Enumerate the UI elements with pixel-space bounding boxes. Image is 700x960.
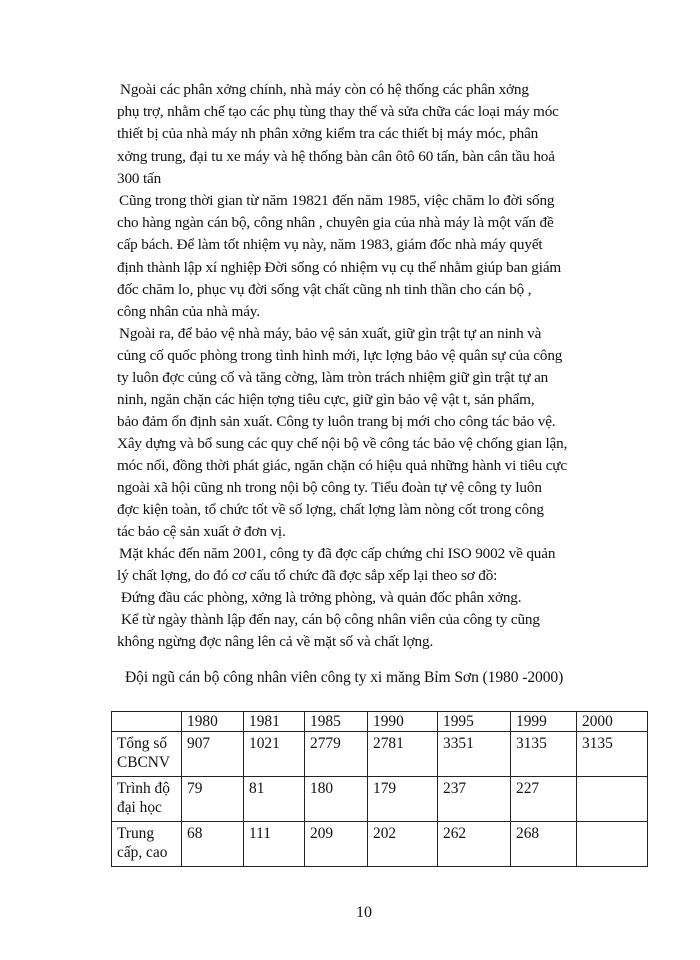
text-line: công nhân của nhà máy.	[117, 303, 260, 320]
table-cell	[577, 777, 648, 822]
text-line: Đứng đầu các phòng, xởng là trởng phòng, và quản đốc phân xởng.	[121, 589, 522, 606]
header-cell	[112, 712, 182, 732]
text-line: bảo đảm ổn định sản xuất. Công ty luôn trang bị mới cho công tác bảo vệ.	[117, 413, 556, 430]
table-header-row	[112, 712, 648, 732]
table-cell: 180	[305, 777, 368, 822]
text-line: Ngoài các phân xởng chính, nhà máy còn có hệ thống các phân xởng	[120, 81, 529, 98]
text-line: đợc kiện toàn, tổ chức tốt về số lợng, chất lợng làm nòng cốt trong công	[117, 501, 544, 518]
text-line: cấp bách. Để làm tốt nhiệm vụ này, năm 1983, giám đốc nhà máy quyết	[117, 236, 543, 253]
table-row	[112, 822, 648, 867]
text-line: đốc chăm lo, phục vụ đời sống vật chất cũng nh tinh thần cho cán bộ ,	[117, 281, 532, 298]
table-cell: 111	[244, 822, 305, 867]
table-cell: 1021	[244, 732, 305, 777]
text-line: Mặt khác đến năm 2001, công ty đã đợc cấp chứng chỉ ISO 9002 về quản	[119, 545, 556, 562]
text-line: cho hàng ngàn cán bộ, công nhân , chuyên gia của nhà máy là một vấn đề	[117, 214, 554, 231]
table-cell: 3351	[438, 732, 511, 777]
header-cell: 1999	[511, 712, 577, 732]
header-cell: 1981	[244, 712, 305, 732]
header-cell: 1995	[438, 712, 511, 732]
text-line: thiết bị của nhà máy nh phân xởng kiểm tra các thiết bị máy móc, phân	[117, 125, 539, 142]
table-cell: 262	[438, 822, 511, 867]
text-line: ninh, ngăn chặn các hiện tợng tiêu cực, giữ gìn bảo vệ vật t, sản phẩm,	[117, 391, 535, 408]
page-number: 10	[356, 904, 372, 921]
table-caption: Đội ngũ cán bộ công nhân viên công ty xi măng Bỉm Sơn (1980 -2000)	[125, 669, 564, 686]
table-cell: 3135	[511, 732, 577, 777]
table-cell: 79	[182, 777, 244, 822]
table-row	[112, 732, 648, 777]
table-cell: 227	[511, 777, 577, 822]
table-cell: 81	[244, 777, 305, 822]
text-line: 300 tấn	[117, 170, 162, 187]
text-line: củng cố quốc phòng trong tình hình mới, lực lợng bảo vệ quân sự của công	[117, 347, 563, 364]
header-cell: 1985	[305, 712, 368, 732]
table-cell: 179	[368, 777, 438, 822]
header-cell: 1990	[368, 712, 438, 732]
table-cell: 2781	[368, 732, 438, 777]
text-line: Ngoài ra, để bảo vệ nhà máy, bảo vệ sản xuất, giữ gìn trật tự an ninh và	[119, 325, 542, 342]
text-line: ty luôn đợc củng cố và tăng cờng, làm tròn trách nhiệm giữ gìn trật tự an	[117, 369, 549, 386]
text-line: ngoài xã hội cũng nh trong nội bộ công ty. Tiểu đoàn tự vệ công ty luôn	[117, 479, 542, 496]
text-line: không ngừng đợc nâng lên cả về mặt số và chất lợng.	[117, 633, 434, 650]
table-cell: 907	[182, 732, 244, 777]
table-row	[112, 777, 648, 822]
text-line: tác bảo cệ sản xuất ở đơn vị.	[117, 523, 286, 540]
text-line: Xây dựng và bổ sung các quy chế nội bộ về công tác bảo vệ chống gian lận,	[117, 435, 568, 452]
staff-table	[111, 711, 648, 867]
table-cell: 2779	[305, 732, 368, 777]
header-cell: 1980	[182, 712, 244, 732]
row-label-cell: Trung cấp, cao	[112, 822, 182, 867]
table-cell: 3135	[577, 732, 648, 777]
table-cell: 237	[438, 777, 511, 822]
row-label-cell: Tổng số CBCNV	[112, 732, 182, 777]
text-line: định thành lập xí nghiệp Đời sống có nhiệm vụ cụ thể nhằm giúp ban giám	[117, 259, 562, 276]
text-line: lý chất lợng, do đó cơ cấu tổ chức đã đợc sắp xếp lại theo sơ đồ:	[117, 567, 498, 584]
table-cell: 202	[368, 822, 438, 867]
row-label-cell: Trình độ đại học	[112, 777, 182, 822]
table-cell: 268	[511, 822, 577, 867]
text-line: móc nối, đồng thời phát giác, ngăn chặn có hiệu quả những hành vi tiêu cực	[117, 457, 567, 474]
text-line: Cũng trong thời gian từ năm 19821 đến năm 1985, việc chăm lo đời sống	[119, 192, 555, 209]
text-line: xởng trung, đại tu xe máy và hệ thống bàn cân ôtô 60 tấn, bàn cân tầu hoả	[117, 148, 555, 165]
text-line: phụ trợ, nhằm chế tạo các phụ tùng thay thế và sửa chữa các loại máy móc	[117, 103, 559, 120]
text-line: Kể từ ngày thành lập đến nay, cán bộ công nhân viên của công ty cũng	[121, 611, 540, 628]
table-cell	[577, 822, 648, 867]
table-cell: 68	[182, 822, 244, 867]
table-cell: 209	[305, 822, 368, 867]
header-cell: 2000	[577, 712, 648, 732]
